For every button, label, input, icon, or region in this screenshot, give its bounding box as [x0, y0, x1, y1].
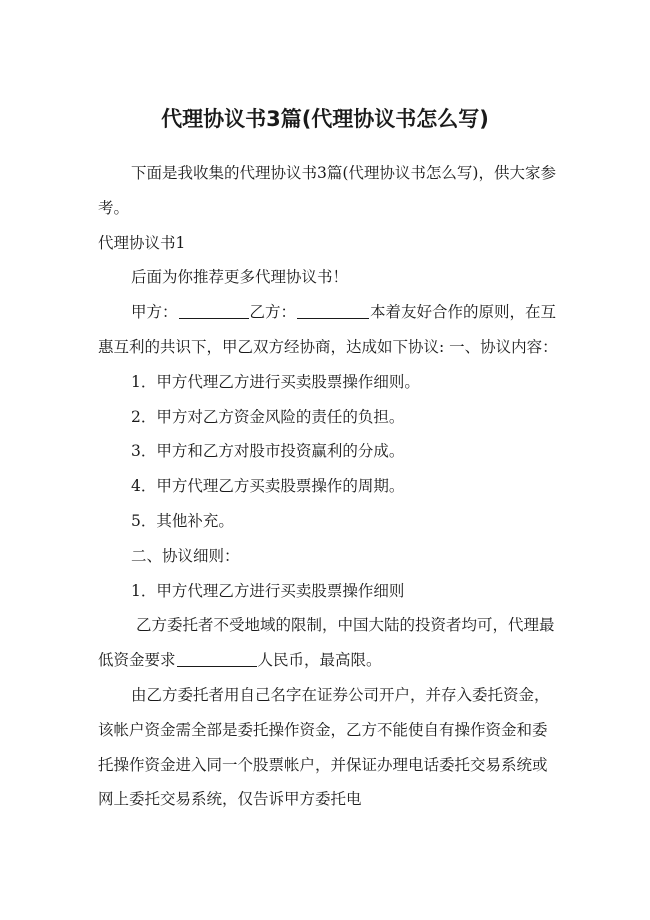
list-item: 3．甲方和乙方对股市投资赢利的分成。 — [131, 442, 405, 461]
minimum-funds-tail: 人民币，最高限。 — [257, 651, 382, 670]
section-heading: 代理协议书1 — [98, 233, 186, 252]
list-item: 2．甲方对乙方资金风险的责任的负担。 — [131, 407, 405, 426]
minimum-funds-blank — [177, 651, 257, 668]
list-item: 4．甲方代理乙方买卖股票操作的周期。 — [131, 477, 405, 496]
intro-paragraph: 下面是我收集的代理协议书3篇(代理协议书怎么写)，供大家参考。 — [98, 164, 556, 217]
list-item: 5．其他补充。 — [131, 511, 234, 530]
account-paragraph: 由乙方委托者用自己名字在证券公司开户，并存入委托资金，该帐户资金需全部是委托操作资金，乙方不能使自有操作资金和委托操作资金进入同一个股票帐户，并保证办理电话委托交易系统或网上委托交易系统，仅告诉甲方委托电 — [98, 685, 550, 809]
document-title: 代理协议书3篇(代理协议书怎么写) — [161, 107, 489, 131]
party-b-label: 乙方： — [249, 303, 297, 322]
party-a-label: 甲方： — [131, 303, 178, 322]
list-item: 1．甲方代理乙方进行买卖股票操作细则。 — [131, 372, 420, 391]
parties-paragraph — [98, 295, 560, 365]
detail-one-heading: 1．甲方代理乙方进行买卖股票操作细则 — [131, 581, 405, 600]
party-b-blank — [297, 303, 369, 320]
minimum-funds-paragraph — [98, 608, 560, 678]
recommend-paragraph: 后面为你推荐更多代理协议书！ — [131, 268, 349, 287]
parties-text: 本着友好合作的原则，在互惠互利的共识下，甲乙双方经协商，达成如下协议: 一、协议内容： — [98, 303, 558, 356]
minimum-funds-text: 乙方委托者不受地域的限制，中国大陆的投资者均可，代理最低资金要求 — [98, 616, 555, 670]
document-body — [98, 156, 560, 817]
party-a-blank — [179, 303, 249, 320]
section-two-heading: 二、协议细则： — [131, 546, 240, 565]
